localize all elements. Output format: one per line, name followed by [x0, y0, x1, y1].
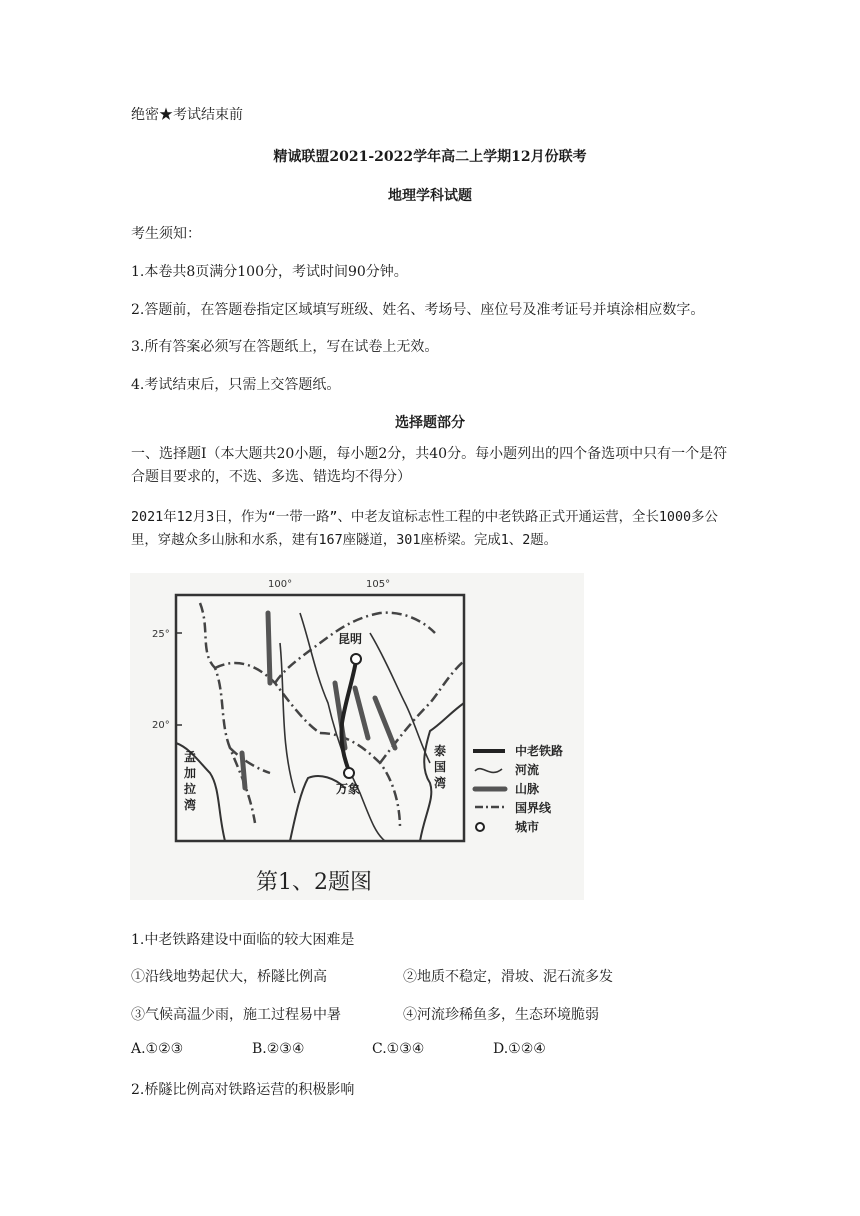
sea-label-bengal: 孟加拉湾: [184, 750, 197, 812]
q1-statement-4: ④河流珍稀鱼多，生态环境脆弱: [403, 1007, 599, 1023]
sea-label-thailand: 泰国湾: [434, 744, 447, 790]
legend-river: 河流: [515, 763, 540, 777]
figure-caption: 第1、2题图: [256, 870, 372, 895]
city-label-vientiane: 万象: [336, 782, 361, 796]
confidential-mark: 绝密★考试结束前: [131, 107, 243, 123]
lon-label-105: 105°: [366, 579, 391, 590]
notice-item-1: 1.本卷共8页满分100分，考试时间90分钟。: [131, 264, 408, 280]
city-label-kunming: 昆明: [338, 632, 363, 646]
q1-choice-d: D.①②④: [493, 1041, 546, 1057]
q1-statement-3: ③气候高温少雨，施工过程易中暑: [131, 1007, 341, 1023]
legend-mountain: 山脉: [515, 782, 540, 796]
map-legend: [473, 743, 563, 834]
q1-statement-1: ①沿线地势起伏大，桥隧比例高: [131, 969, 327, 985]
city-marker-vientiane: [344, 768, 354, 778]
legend-border: 国界线: [515, 801, 552, 815]
legend-railway: 中老铁路: [515, 744, 564, 758]
notice-heading: 考生须知：: [131, 226, 201, 242]
city-marker-kunming: [351, 654, 361, 664]
q1-statement-2: ②地质不稳定，滑坡、泥石流多发: [403, 969, 613, 985]
question-1-stem: 1.中老铁路建设中面临的较大困难是: [131, 932, 355, 948]
notice-item-2: 2.答题前，在答题卷指定区域填写班级、姓名、考场号、座位号及准考证号并填涂相应数字。: [131, 302, 705, 318]
lat-label-20: 20°: [152, 720, 170, 731]
q1-choice-a: A.①②③: [131, 1041, 184, 1057]
passage-text: 2021年12月3日，作为“一带一路”、中老友谊标志性工程的中老铁路正式开通运营，全长1000多公里，穿越众多山脉和水系，建有167座隧道，301座桥梁。完成1、2题。: [131, 510, 718, 548]
lon-label-100: 100°: [268, 579, 293, 590]
map-figure: [130, 573, 584, 900]
q1-choice-b: B.②③④: [252, 1041, 305, 1057]
section-title: 选择题部分: [395, 415, 465, 431]
section-instruction: 一、选择题Ⅰ（本大题共20小题，每小题2分，共40分。每小题列出的四个备选项中只有一个是符合题目要求的，不选、多选、错选均不得分）: [131, 446, 728, 485]
notice-item-4: 4.考试结束后，只需上交答题纸。: [131, 377, 341, 393]
notice-item-3: 3.所有答案必须写在答题纸上，写在试卷上无效。: [131, 339, 439, 355]
q1-choice-c: C.①③④: [372, 1041, 425, 1057]
exam-title: 精诚联盟2021-2022学年高二上学期12月份联考: [273, 149, 587, 165]
legend-city: 城市: [515, 820, 540, 834]
exam-subtitle: 地理学科试题: [388, 188, 472, 204]
lat-label-25: 25°: [152, 629, 170, 640]
question-2-stem: 2.桥隧比例高对铁路运营的积极影响: [131, 1082, 355, 1098]
